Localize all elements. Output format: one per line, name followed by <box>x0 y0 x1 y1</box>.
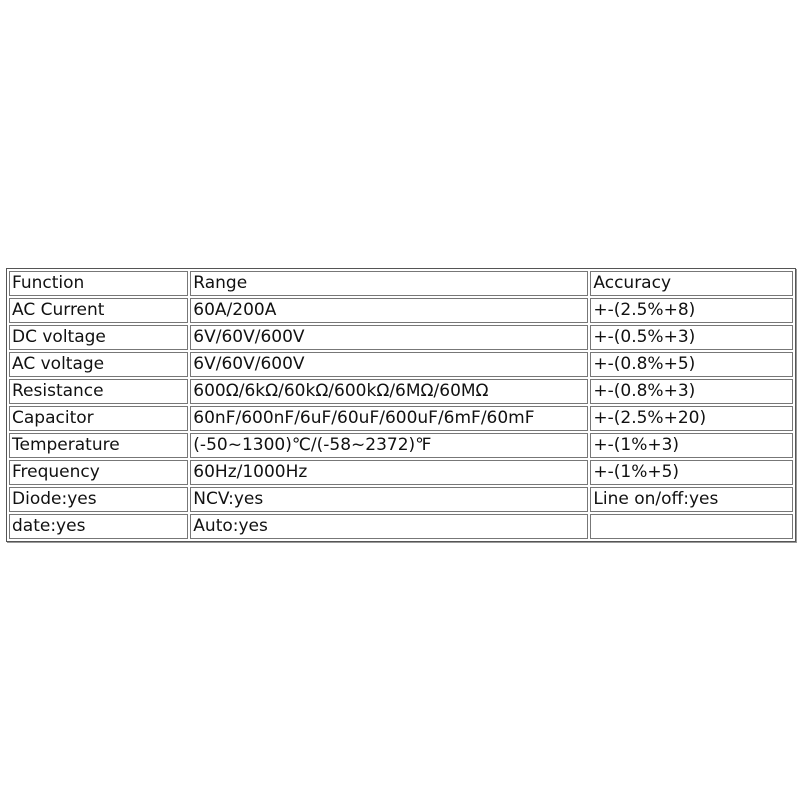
function-cell: Capacitor <box>9 406 188 431</box>
table-header-row <box>9 271 793 296</box>
spec-table <box>6 268 796 542</box>
table-row <box>9 487 793 512</box>
range-cell: NCV:yes <box>190 487 588 512</box>
range-cell: 600Ω/6kΩ/60kΩ/600kΩ/6MΩ/60MΩ <box>190 379 588 404</box>
range-cell: 60nF/600nF/6uF/60uF/600uF/6mF/60mF <box>190 406 588 431</box>
function-cell: AC Current <box>9 298 188 323</box>
function-cell: Temperature <box>9 433 188 458</box>
header-range: Range <box>190 271 588 296</box>
accuracy-cell: +-(1%+5) <box>590 460 793 485</box>
accuracy-cell: Line on/off:yes <box>590 487 793 512</box>
accuracy-cell: +-(0.8%+3) <box>590 379 793 404</box>
table-row <box>9 460 793 485</box>
table-row <box>9 352 793 377</box>
header-function: Function <box>9 271 188 296</box>
accuracy-cell <box>590 514 793 539</box>
accuracy-cell: +-(2.5%+20) <box>590 406 793 431</box>
table-row <box>9 406 793 431</box>
function-cell: date:yes <box>9 514 188 539</box>
accuracy-cell: +-(2.5%+8) <box>590 298 793 323</box>
range-cell: Auto:yes <box>190 514 588 539</box>
accuracy-cell: +-(0.8%+5) <box>590 352 793 377</box>
table-row <box>9 514 793 539</box>
table-row <box>9 298 793 323</box>
accuracy-cell: +-(0.5%+3) <box>590 325 793 350</box>
range-cell: 6V/60V/600V <box>190 352 588 377</box>
range-cell: 6V/60V/600V <box>190 325 588 350</box>
range-cell: 60Hz/1000Hz <box>190 460 588 485</box>
function-cell: AC voltage <box>9 352 188 377</box>
table-row <box>9 379 793 404</box>
accuracy-cell: +-(1%+3) <box>590 433 793 458</box>
table-row <box>9 325 793 350</box>
function-cell: Diode:yes <box>9 487 188 512</box>
function-cell: Frequency <box>9 460 188 485</box>
table-row <box>9 433 793 458</box>
header-accuracy: Accuracy <box>590 271 793 296</box>
function-cell: DC voltage <box>9 325 188 350</box>
range-cell: 60A/200A <box>190 298 588 323</box>
range-cell: (-50~1300)℃/(-58~2372)℉ <box>190 433 588 458</box>
function-cell: Resistance <box>9 379 188 404</box>
